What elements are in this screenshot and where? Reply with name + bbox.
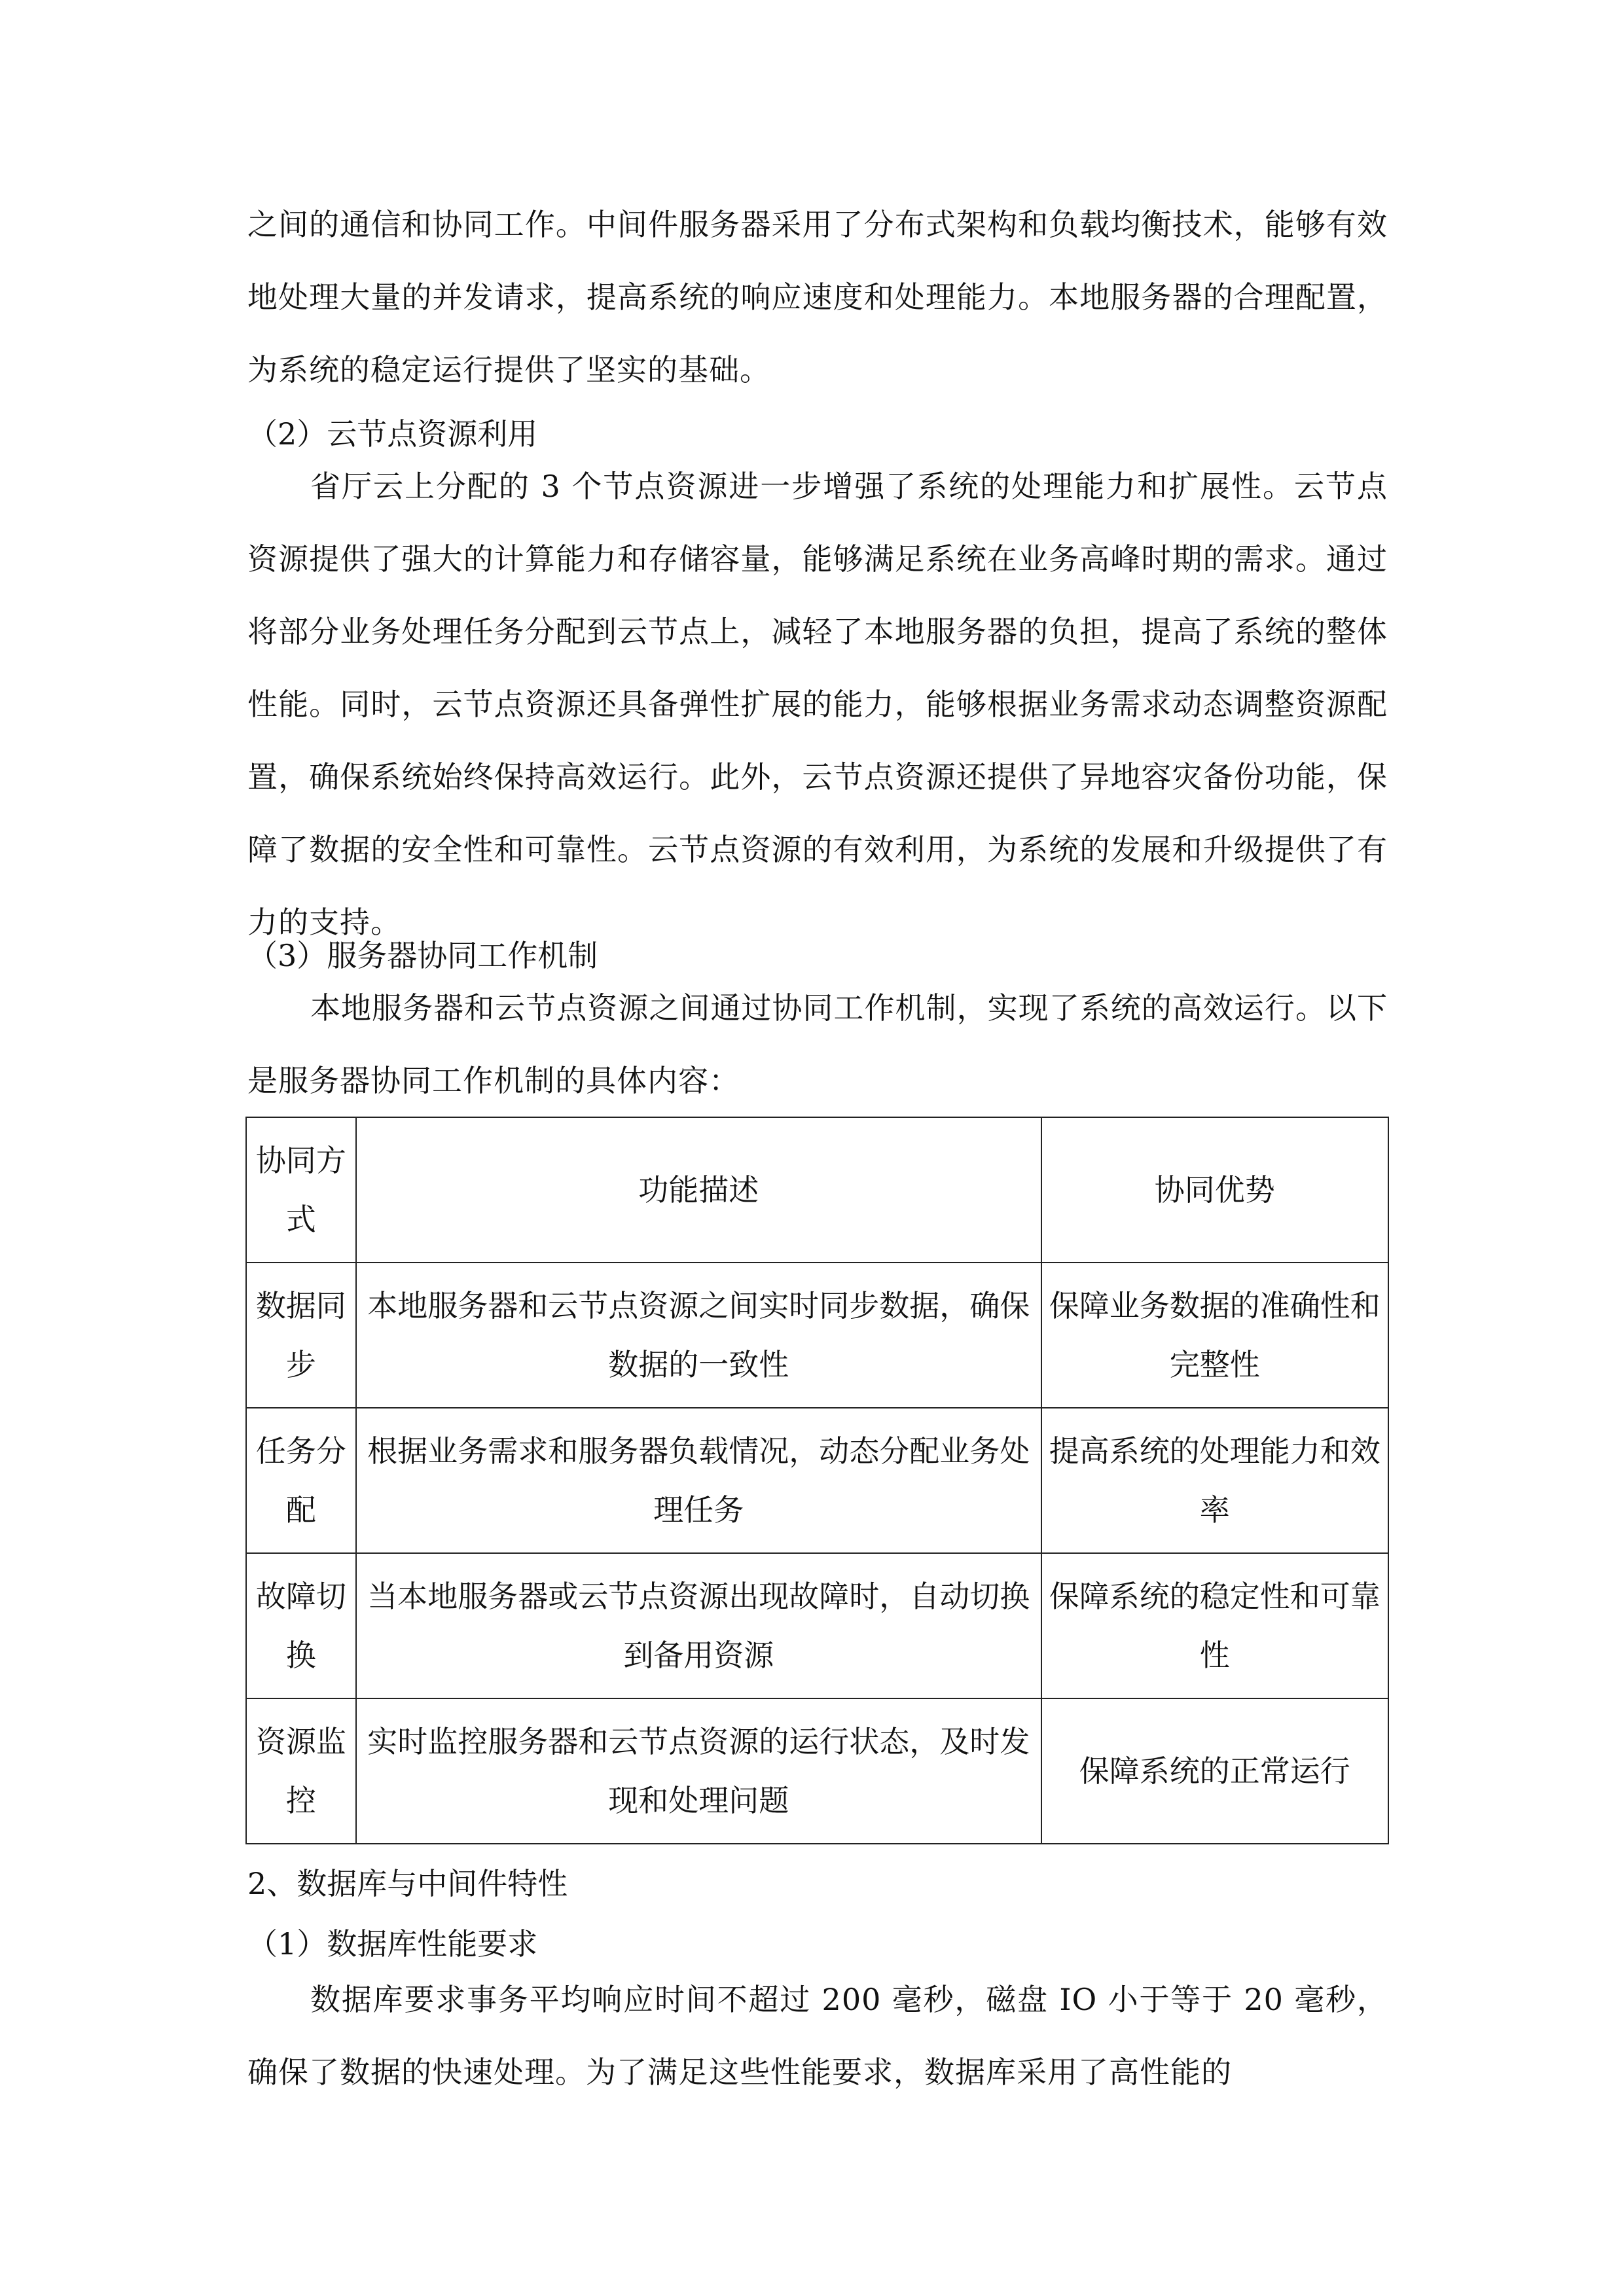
cell-description: 实时监控服务器和云节点资源的运行状态，及时发现和处理问题	[356, 1698, 1041, 1844]
table-header-row	[246, 1117, 1388, 1263]
heading-server-cooperation: （3）服务器协同工作机制	[247, 938, 598, 973]
paragraph-local-server: 之间的通信和协同工作。中间件服务器采用了分布式架构和负载均衡技术，能够有效地处理大量的并发请求，提高系统的响应速度和处理能力。本地服务器的合理配置，为系统的稳定运行提供了坚实的基础。	[247, 207, 1388, 387]
cell-description: 当本地服务器或云节点资源出现故障时，自动切换到备用资源	[356, 1553, 1041, 1698]
header-mode: 协同方式	[246, 1117, 356, 1263]
heading-database-middleware: 2、数据库与中间件特性	[247, 1866, 568, 1901]
cell-mode: 故障切换	[246, 1553, 356, 1698]
table-row	[246, 1553, 1388, 1698]
paragraph-cloud-node: 省厅云上分配的 3 个节点资源进一步增强了系统的处理能力和扩展性。云节点资源提供了强大的计算能力和存储容量，能够满足系统在业务高峰时期的需求。通过将部分业务处理任务分配到云节点上，减轻了本地服务器的负担，提高了系统的整体性能。同时，云节点资源还具备弹性扩展的能力，能够根据业务需求动态调整资源配置，确保系统始终保持高效运行。此外，云节点资源还提供了异地容灾备份功能，保障了数据的安全性和可靠性。云节点资源的有效利用，为系统的发展和升级提供了有力的支持。	[247, 469, 1388, 940]
cell-benefit: 提高系统的处理能力和效率	[1041, 1408, 1388, 1553]
table-row	[246, 1408, 1388, 1553]
paragraph-server-cooperation: 本地服务器和云节点资源之间通过协同工作机制，实现了系统的高效运行。以下是服务器协同工作机制的具体内容：	[247, 990, 1388, 1098]
heading-database-performance: （1）数据库性能要求	[247, 1926, 538, 1962]
cell-benefit: 保障系统的稳定性和可靠性	[1041, 1553, 1388, 1698]
cooperation-table	[245, 1117, 1389, 1844]
table-row	[246, 1698, 1388, 1844]
cell-mode: 任务分配	[246, 1408, 356, 1553]
cell-mode: 数据同步	[246, 1263, 356, 1408]
cell-description: 本地服务器和云节点资源之间实时同步数据，确保数据的一致性	[356, 1263, 1041, 1408]
table-row	[246, 1263, 1388, 1408]
cell-mode: 资源监控	[246, 1698, 356, 1844]
cell-benefit: 保障业务数据的准确性和完整性	[1041, 1263, 1388, 1408]
cell-description: 根据业务需求和服务器负载情况，动态分配业务处理任务	[356, 1408, 1041, 1553]
paragraph-database-performance: 数据库要求事务平均响应时间不超过 200 毫秒，磁盘 IO 小于等于 20 毫秒，确保了数据的快速处理。为了满足这些性能要求，数据库采用了高性能的	[247, 1982, 1388, 2090]
heading-cloud-node: （2）云节点资源利用	[247, 416, 538, 452]
cell-benefit: 保障系统的正常运行	[1041, 1698, 1388, 1844]
header-description: 功能描述	[356, 1117, 1041, 1263]
header-benefit: 协同优势	[1041, 1117, 1388, 1263]
